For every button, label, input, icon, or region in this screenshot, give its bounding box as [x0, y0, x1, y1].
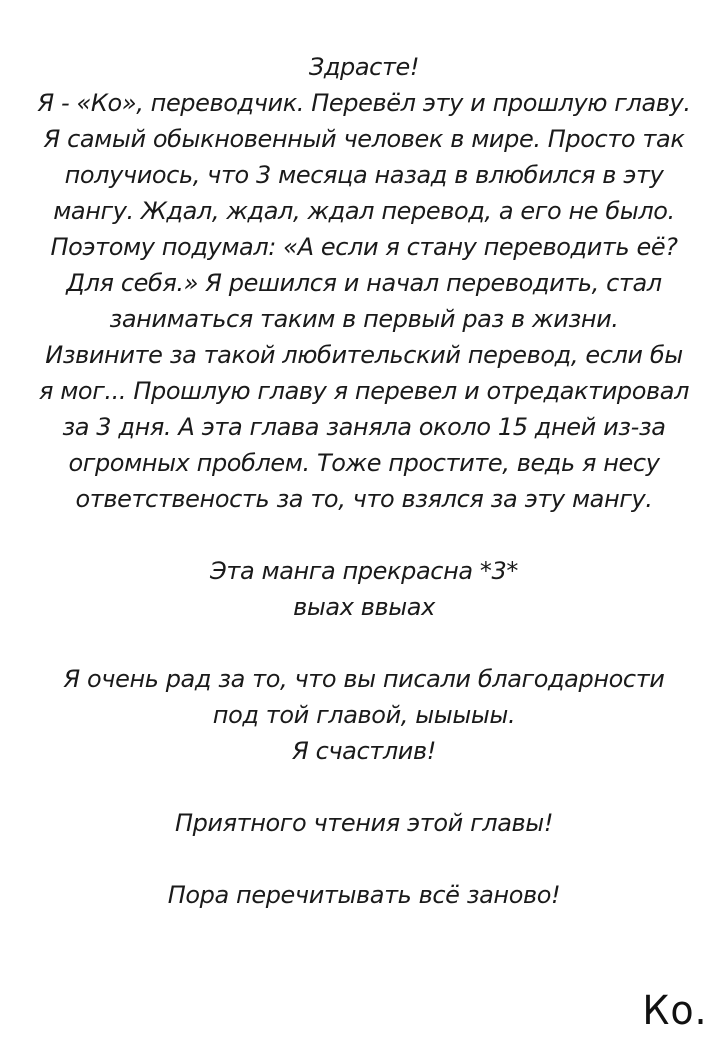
intro-line: я мог... Прошлую главу я перевел и отредактировал	[38, 377, 690, 405]
intro-line: ответственость за то, что взялся за эту мангу.	[75, 485, 653, 513]
intro-line: заниматься таким в первый раз в жизни.	[109, 305, 619, 333]
reread-paragraph	[20, 877, 708, 913]
reread-line: Пора перечитывать всё заново!	[167, 881, 561, 909]
praise-paragraph	[20, 553, 708, 625]
intro-line: огромных проблем. Тоже простите, ведь я несу	[68, 449, 660, 477]
intro-line: за 3 дня. А эта глава заняла около 15 дней из-за	[62, 413, 666, 441]
praise-line: Эта манга прекрасна *3*	[210, 557, 518, 585]
intro-line: мангу. Ждал, ждал, ждал перевод, а его не было.	[53, 197, 675, 225]
intro-line: Я - «Ко», переводчик. Перевёл эту и прошлую главу.	[37, 89, 691, 117]
signature: Ко.	[642, 988, 708, 1034]
intro-line: Поэтому подумал: «А если я стану переводить её?	[50, 233, 678, 261]
intro-line: Для себя.» Я решился и начал переводить, стал	[66, 269, 662, 297]
thanks-paragraph	[20, 661, 708, 769]
intro-line: Извините за такой любительский перевод, если бы	[45, 341, 683, 369]
thanks-line: под той главой, ыыыыы.	[212, 701, 516, 729]
intro-paragraph	[20, 49, 708, 517]
enjoy-paragraph	[20, 805, 708, 841]
thanks-line: Я счастлив!	[292, 737, 436, 765]
thanks-line: Я очень рад за то, что вы писали благодарности	[63, 665, 665, 693]
intro-line: Здрасте!	[308, 53, 420, 81]
praise-line: выах ввыах	[293, 593, 435, 621]
enjoy-line: Приятного чтения этой главы!	[174, 809, 554, 837]
intro-line: Я самый обыкновенный человек в мире. Просто так	[43, 125, 685, 153]
intro-line: получиось, что 3 месяца назад в влюбился в эту	[64, 161, 664, 189]
